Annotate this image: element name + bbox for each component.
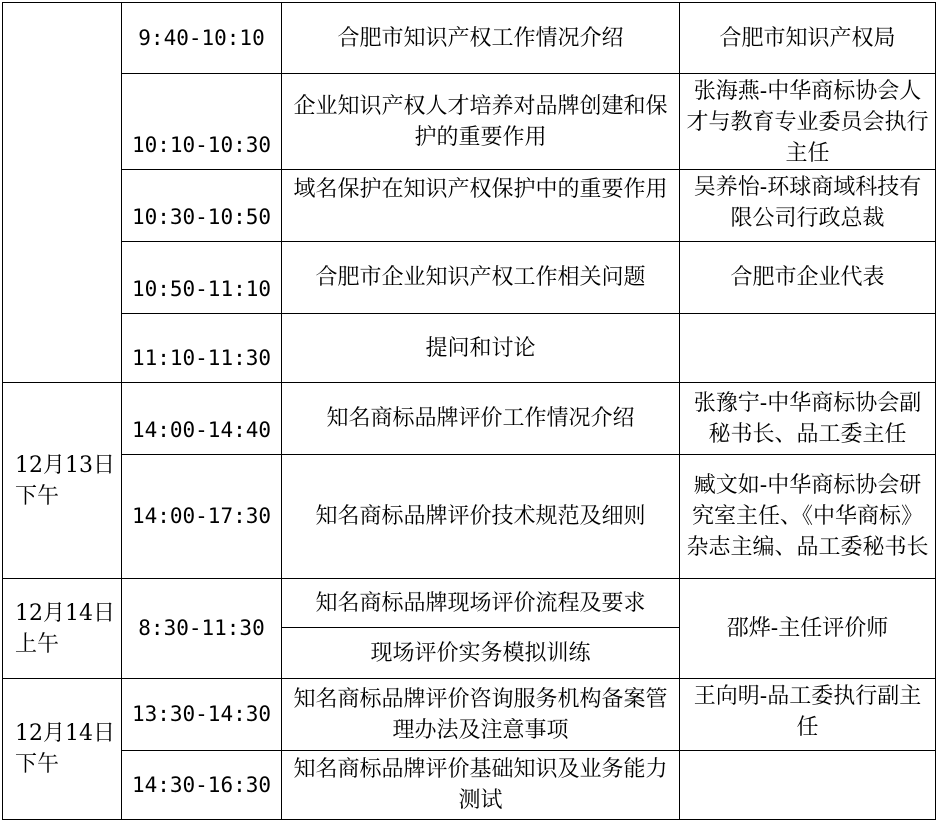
table-row (3, 74, 936, 170)
topic-cell: 知名商标品牌评价技术规范及细则 (282, 455, 680, 579)
topic-cell: 合肥市知识产权工作情况介绍 (282, 3, 680, 74)
topic-cell: 知名商标品牌评价咨询服务机构备案管理办法及注意事项 (282, 679, 680, 751)
schedule-table (2, 2, 936, 820)
time-cell: 13:30-14:30 (122, 679, 282, 751)
speaker-cell: 合肥市企业代表 (680, 242, 936, 314)
topic-cell: 域名保护在知识产权保护中的重要作用 (282, 170, 680, 242)
day-cell: 12月13日下午 (3, 383, 122, 579)
topic-cell: 知名商标品牌评价基础知识及业务能力测试 (282, 751, 680, 820)
table-row (3, 3, 936, 74)
table-row (3, 314, 936, 383)
topic-cell: 现场评价实务模拟训练 (282, 628, 680, 679)
time-cell: 9:40-10:10 (122, 3, 282, 74)
topic-cell: 合肥市企业知识产权工作相关问题 (282, 242, 680, 314)
speaker-cell: 张豫宁-中华商标协会副秘书长、品工委主任 (680, 383, 936, 455)
topic-cell: 知名商标品牌评价工作情况介绍 (282, 383, 680, 455)
table-row (3, 170, 936, 242)
table-row (3, 455, 936, 579)
topic-cell: 知名商标品牌现场评价流程及要求 (282, 579, 680, 628)
speaker-cell (680, 314, 936, 383)
time-cell: 10:10-10:30 (122, 74, 282, 170)
table-row (3, 383, 936, 455)
table-row (3, 579, 936, 628)
time-cell: 10:50-11:10 (122, 242, 282, 314)
topic-cell: 企业知识产权人才培养对品牌创建和保护的重要作用 (282, 74, 680, 170)
speaker-cell: 臧文如-中华商标协会研究室主任、《中华商标》杂志主编、品工委秘书长 (680, 455, 936, 579)
table-row (3, 242, 936, 314)
time-cell: 14:00-14:40 (122, 383, 282, 455)
speaker-cell: 合肥市知识产权局 (680, 3, 936, 74)
speaker-cell: 吴养怡-环球商域科技有限公司行政总裁 (680, 170, 936, 242)
day-cell: 12月14日上午 (3, 579, 122, 679)
topic-cell: 提问和讨论 (282, 314, 680, 383)
time-cell: 8:30-11:30 (122, 579, 282, 679)
time-cell: 14:30-16:30 (122, 751, 282, 820)
table-row (3, 751, 936, 820)
day-cell: 12月14日下午 (3, 679, 122, 820)
day-cell (3, 3, 122, 383)
speaker-cell: 张海燕-中华商标协会人才与教育专业委员会执行主任 (680, 74, 936, 170)
speaker-cell: 王向明-品工委执行副主任 (680, 679, 936, 751)
time-cell: 10:30-10:50 (122, 170, 282, 242)
speaker-cell: 邵烨-主任评价师 (680, 579, 936, 679)
speaker-cell (680, 751, 936, 820)
time-cell: 14:00-17:30 (122, 455, 282, 579)
time-cell: 11:10-11:30 (122, 314, 282, 383)
table-row (3, 679, 936, 751)
